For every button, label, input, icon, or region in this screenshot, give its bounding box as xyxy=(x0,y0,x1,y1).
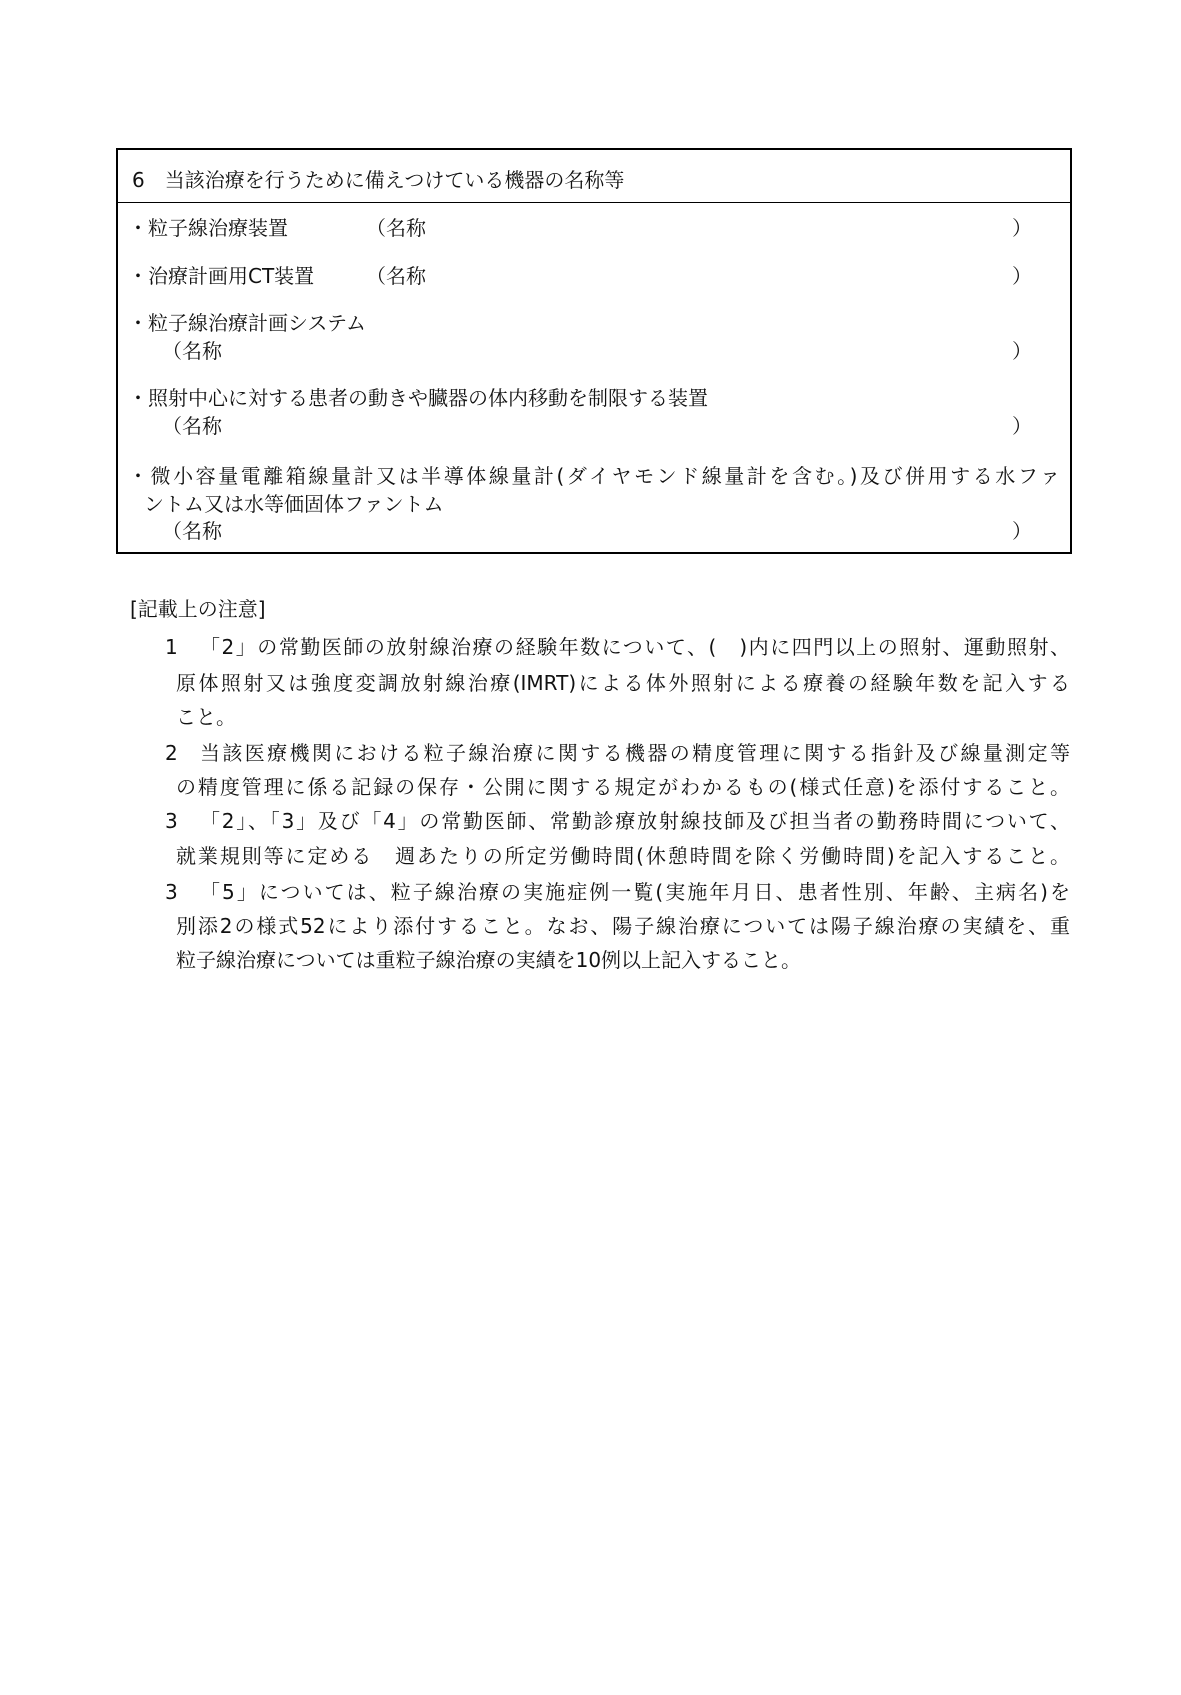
name-close: ） xyxy=(1012,264,1032,288)
name-close: ） xyxy=(1012,216,1032,240)
note-number: 2 xyxy=(165,741,178,765)
name-close: ） xyxy=(1012,414,1032,438)
note-line: 原体照射又は強度変調放射線治療(IMRT)による体外照射による療養の経験年数を記入する xyxy=(176,671,1070,695)
equipment-table xyxy=(116,148,1072,554)
note-number: 3 xyxy=(165,880,178,904)
name-close: ） xyxy=(1012,519,1032,543)
item-label-continued: ントム又は水等価固体ファントム xyxy=(144,492,444,516)
item-label: ・粒子線治療計画システム xyxy=(128,311,366,335)
item-label: ・粒子線治療装置 xyxy=(128,216,288,240)
table-header xyxy=(118,150,1070,203)
name-open: （名称 xyxy=(366,216,426,240)
note-line: 「2」、「3」及び「4」の常勤医師、常勤診療放射線技師及び担当者の勤務時間について、 xyxy=(200,809,1070,833)
note-line: 別添2の様式52により添付すること。なお、陽子線治療については陽子線治療の実績を、重 xyxy=(176,914,1070,938)
name-open: （名称 xyxy=(162,339,222,363)
note-line: 当該医療機関における粒子線治療に関する機器の精度管理に関する指針及び線量測定等 xyxy=(200,741,1070,765)
name-close: ） xyxy=(1012,339,1032,363)
note-line: 就業規則等に定める 週あたりの所定労働時間(休憩時間を除く労働時間)を記入すること。 xyxy=(176,844,1070,868)
note-number: 3 xyxy=(165,809,178,833)
name-open: （名称 xyxy=(162,519,222,543)
note-line: 粒子線治療については重粒子線治療の実績を10例以上記入すること。 xyxy=(176,948,802,972)
item-label: ・微小容量電離箱線量計又は半導体線量計(ダイヤモンド線量計を含む。)及び併用する水ファ xyxy=(128,464,1060,488)
note-number: 1 xyxy=(165,635,178,659)
item-label: ・治療計画用CT装置 xyxy=(128,264,315,288)
section-title: 6 当該治療を行うために備えつけている機器の名称等 xyxy=(132,168,625,192)
note-line: の精度管理に係る記録の保存・公開に関する規定がわかるもの(様式任意)を添付すること。 xyxy=(176,775,1070,799)
note-line: 「2」の常勤医師の放射線治療の経験年数について、( )内に四門以上の照射、運動照射、 xyxy=(200,635,1070,659)
note-line: 「5」については、粒子線治療の実施症例一覧(実施年月日、患者性別、年齢、主病名)を xyxy=(200,880,1070,904)
note-line: こと。 xyxy=(176,705,236,729)
notes-heading: [記載上の注意] xyxy=(130,597,266,621)
name-open: （名称 xyxy=(162,414,222,438)
item-label: ・照射中心に対する患者の動きや臓器の体内移動を制限する装置 xyxy=(128,386,708,410)
name-open: （名称 xyxy=(366,264,426,288)
